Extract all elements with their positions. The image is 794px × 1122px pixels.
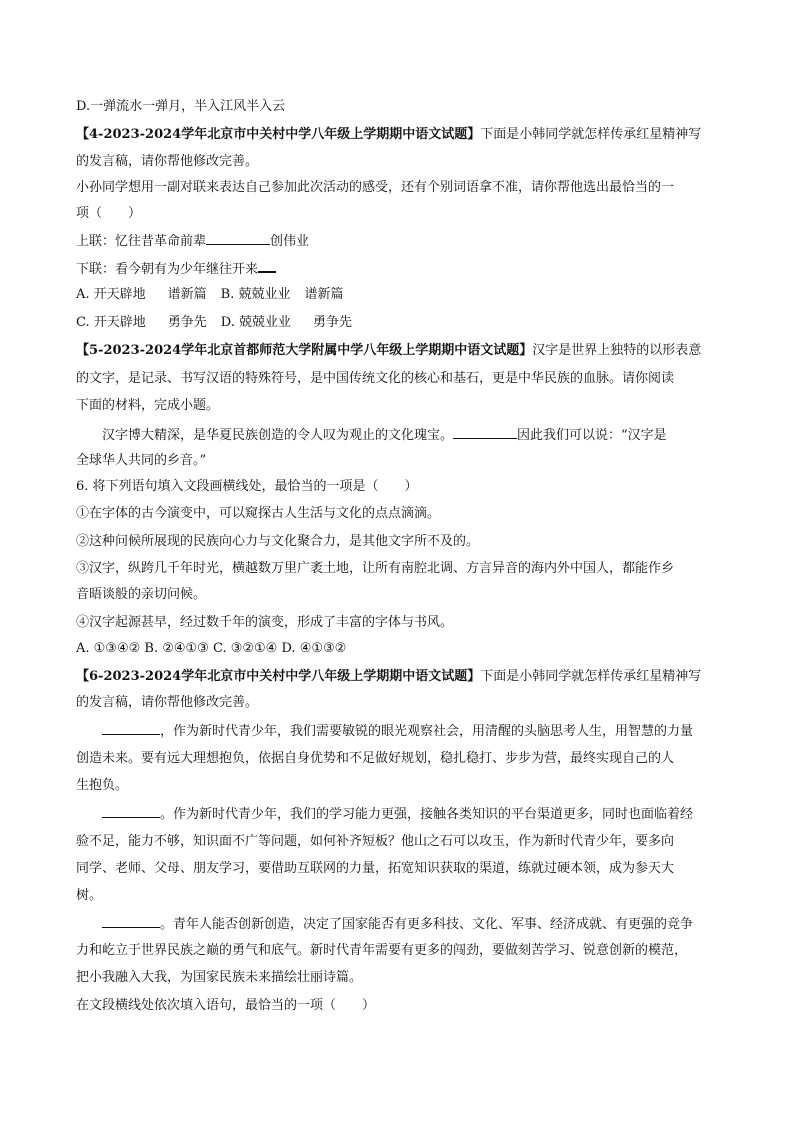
- q6-intro: 下面是小韩同学就怎样传承红星精神写: [480, 669, 702, 684]
- option-c: C. 开天辟地: [76, 315, 146, 330]
- q6-para1-2: 创造未来。要有远大理想抱负，依据自身优势和不足做好规划，稳扎稳打、步步为营，最终实现自己的人: [76, 751, 675, 766]
- passage-text-2: 因此我们可以说：“汉字是: [517, 428, 667, 443]
- q5-intro-3: 下面的材料，完成小题。: [76, 398, 220, 413]
- q4-stem-1: 小孙同学想用一副对联来表达自己参加此次活动的感受，还有个别词语拿不准，请你帮他选出最恰当的一: [76, 180, 675, 195]
- q6-source-line: [76, 666, 754, 688]
- q4-options-cd: [76, 312, 754, 334]
- q6-para1-1: [102, 720, 754, 742]
- option-a: A. 开天辟地: [76, 287, 146, 302]
- q5-sentence-3b: 音晤谈般的亲切问候。: [76, 587, 207, 602]
- para-text: ，作为新时代青少年，我们需要敏锐的眼光观察社会，用清醒的头脑思考人生，用智慧的力量: [160, 724, 694, 739]
- q5-intro-2: 的文字，是记录、书写汉语的特殊符号，是中国传统文化的核心和基石，更是中华民族的血脉。请你阅读: [76, 371, 675, 386]
- q4-lower-couplet: [76, 257, 754, 279]
- q5-source: 【5-2023-2024学年北京首都师范大学附属中学八年级上学期期中语文试题】: [76, 343, 533, 358]
- q5-options: A. ①③④② B. ②④①③ C. ③②①④ D. ④①③②: [76, 641, 347, 656]
- para-text: 。青年人能否创新创造，决定了国家能否有更多科技、文化、军事、经济成就、有更强的竞争: [160, 917, 694, 932]
- option-b: B. 兢兢业业: [220, 287, 291, 302]
- fill-blank: [453, 424, 517, 439]
- option-d: D. 兢兢业业: [220, 315, 291, 330]
- option-a-2: 谱新篇: [167, 287, 207, 302]
- upper-suffix: 创伟业: [270, 234, 310, 249]
- q4-stem-2: 项（ ）: [76, 206, 142, 221]
- q6-para1-3: 生抱负。: [76, 778, 129, 793]
- passage-text: 汉字博大精深，是华夏民族创造的令人叹为观止的文化瑰宝。: [102, 428, 454, 443]
- fill-blank: [102, 913, 160, 928]
- q5-intro: 汉字是世界上独特的以形表意: [532, 343, 702, 358]
- q4-source-line: [76, 124, 754, 146]
- q6-intro-2: 的发言稿，请你帮他修改完善。: [76, 695, 259, 710]
- q5-question-stem: 6. 将下列语句填入文段画横线处，最恰当的一项是（ ）: [76, 479, 418, 494]
- q6-para2-1: [102, 803, 754, 825]
- q4-source: 【4-2023-2024学年北京市中关村中学八年级上学期期中语文试题】: [76, 127, 481, 142]
- q3-option-d: D.一弹流水一弹月，半入江风半入云: [76, 99, 286, 114]
- option-c-2: 勇争先: [167, 315, 207, 330]
- q6-question-stem: 在文段横线处依次填入语句，最恰当的一项（ ）: [76, 998, 376, 1013]
- fill-blank: [102, 720, 160, 735]
- q5-source-line: [76, 340, 754, 362]
- q6-para3-3: 把小我融入大我，为国家民族未来描绘壮丽诗篇。: [76, 970, 363, 985]
- upper-prefix: 上联：忆往昔革命前辈: [76, 234, 207, 249]
- q5-sentence-1: ①在字体的古今演变中，可以窥探古人生活与文化的点点滴滴。: [76, 506, 441, 521]
- q4-upper-couplet: [76, 230, 754, 252]
- q6-para2-4: 树。: [76, 888, 103, 903]
- q4-intro-2: 的发言稿，请你帮他修改完善。: [76, 154, 259, 169]
- q5-sentence-2: ②这种问候所展现的民族向心力与文化聚合力，是其他文字所不及的。: [76, 534, 480, 549]
- q6-para2-2: 验不足，能力不够，知识面不广等问题，如何补齐短板？他山之石可以攻玉，作为新时代青少年，要多向: [76, 834, 675, 849]
- lower-prefix: 下联：看今朝有为少年继往开来: [76, 262, 259, 277]
- q5-sentence-3a: ③汉字，纵跨几千年时光，横越数万里广袤土地，让所有南腔北调、方言异音的海内外中国人，都能作乡: [76, 561, 675, 576]
- q5-passage-1: [102, 424, 754, 446]
- q6-para2-3: 同学、老师、父母、朋友学习，要借助互联网的力量，拓宽知识获取的渠道，练就过硬本领，成为参天大: [76, 861, 675, 876]
- q6-source: 【6-2023-2024学年北京市中关村中学八年级上学期期中语文试题】: [76, 669, 481, 684]
- q4-intro: 下面是小韩同学就怎样传承红星精神写: [480, 127, 702, 142]
- q6-para3-2: 力和屹立于世界民族之巅的勇气和底气。新时代青年需要有更多的闯劲，要做刻苦学习、锐意创新的模范，: [76, 943, 688, 958]
- option-d-2: 勇争先: [313, 315, 353, 330]
- fill-blank: [102, 803, 160, 818]
- q5-passage-2: 全球华人共同的乡音。”: [76, 453, 207, 468]
- q6-para3-1: [102, 913, 754, 935]
- q4-options-ab: [76, 284, 754, 306]
- fill-blank: [206, 230, 270, 245]
- para-text: 。作为新时代青少年，我们的学习能力更强，接触各类知识的平台渠道更多，同时也面临着经: [160, 807, 694, 822]
- q5-sentence-4: ④汉字起源甚早，经过数千年的演变，形成了丰富的字体与书风。: [76, 615, 454, 630]
- fill-blank: [258, 257, 276, 273]
- option-b-2: 谱新篇: [304, 287, 344, 302]
